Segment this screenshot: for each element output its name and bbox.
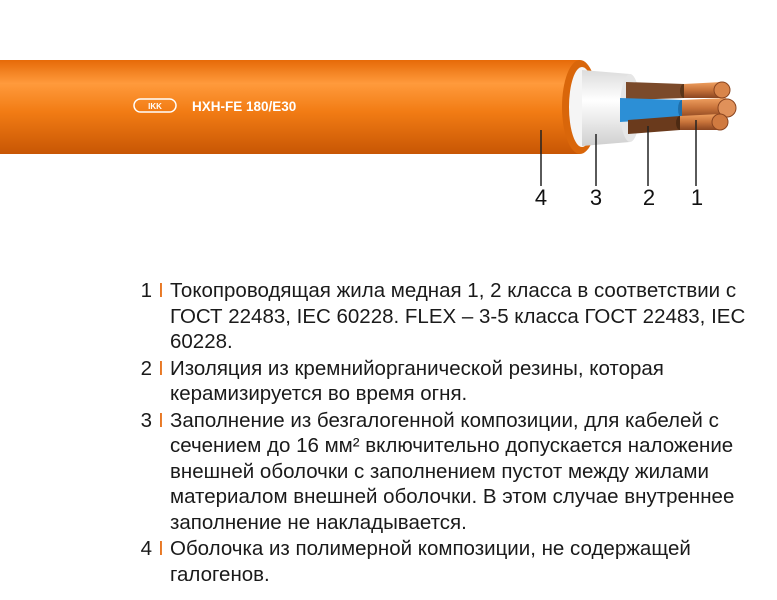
cable-insulation [620, 82, 688, 134]
item-number: 4 [140, 537, 152, 560]
item-number: 2 [140, 356, 152, 380]
item-number: 1 [140, 279, 152, 302]
callout-4: 4 [534, 185, 548, 210]
description-item-1 [128, 278, 758, 355]
item-separator: I [158, 408, 164, 432]
copper-conductors [680, 82, 736, 130]
cable-marking: HXH-FE 180/E30 [192, 99, 297, 114]
item-text: Оболочка из полимерной композиции, не содержащей галогенов. [170, 537, 691, 586]
description-item-2 [128, 356, 758, 407]
description-list [128, 278, 758, 588]
callout-3: 3 [589, 185, 603, 210]
cable-sheath [0, 60, 598, 154]
svg-text:IKK: IKK [148, 102, 162, 111]
description-item-4 [128, 536, 758, 587]
item-separator: I [158, 356, 164, 380]
cable-diagram [0, 0, 777, 230]
item-text: Заполнение из безгалогенной композиции, для кабелей с сечением до 16 мм² включительно допускается наложение внешней оболочки с заполнением пустот между жилами материалом внешней оболочки. В этом случае внутреннее заполнение не накладывается. [170, 408, 735, 534]
callout-2: 2 [642, 185, 656, 210]
callout-1: 1 [690, 185, 704, 210]
item-text: Изоляция из кремнийорганической резины, которая керамизируется во время огня. [170, 356, 664, 405]
item-separator: I [158, 537, 164, 560]
description-item-3 [128, 408, 758, 536]
item-text: Токопроводящая жила медная 1, 2 класса в соответствии с ГОСТ 22483, IEC 60228. FLEX – 3-5 класса ГОСТ 22483, IEC 60228. [170, 279, 746, 353]
item-separator: I [158, 279, 164, 302]
item-number: 3 [140, 408, 152, 432]
